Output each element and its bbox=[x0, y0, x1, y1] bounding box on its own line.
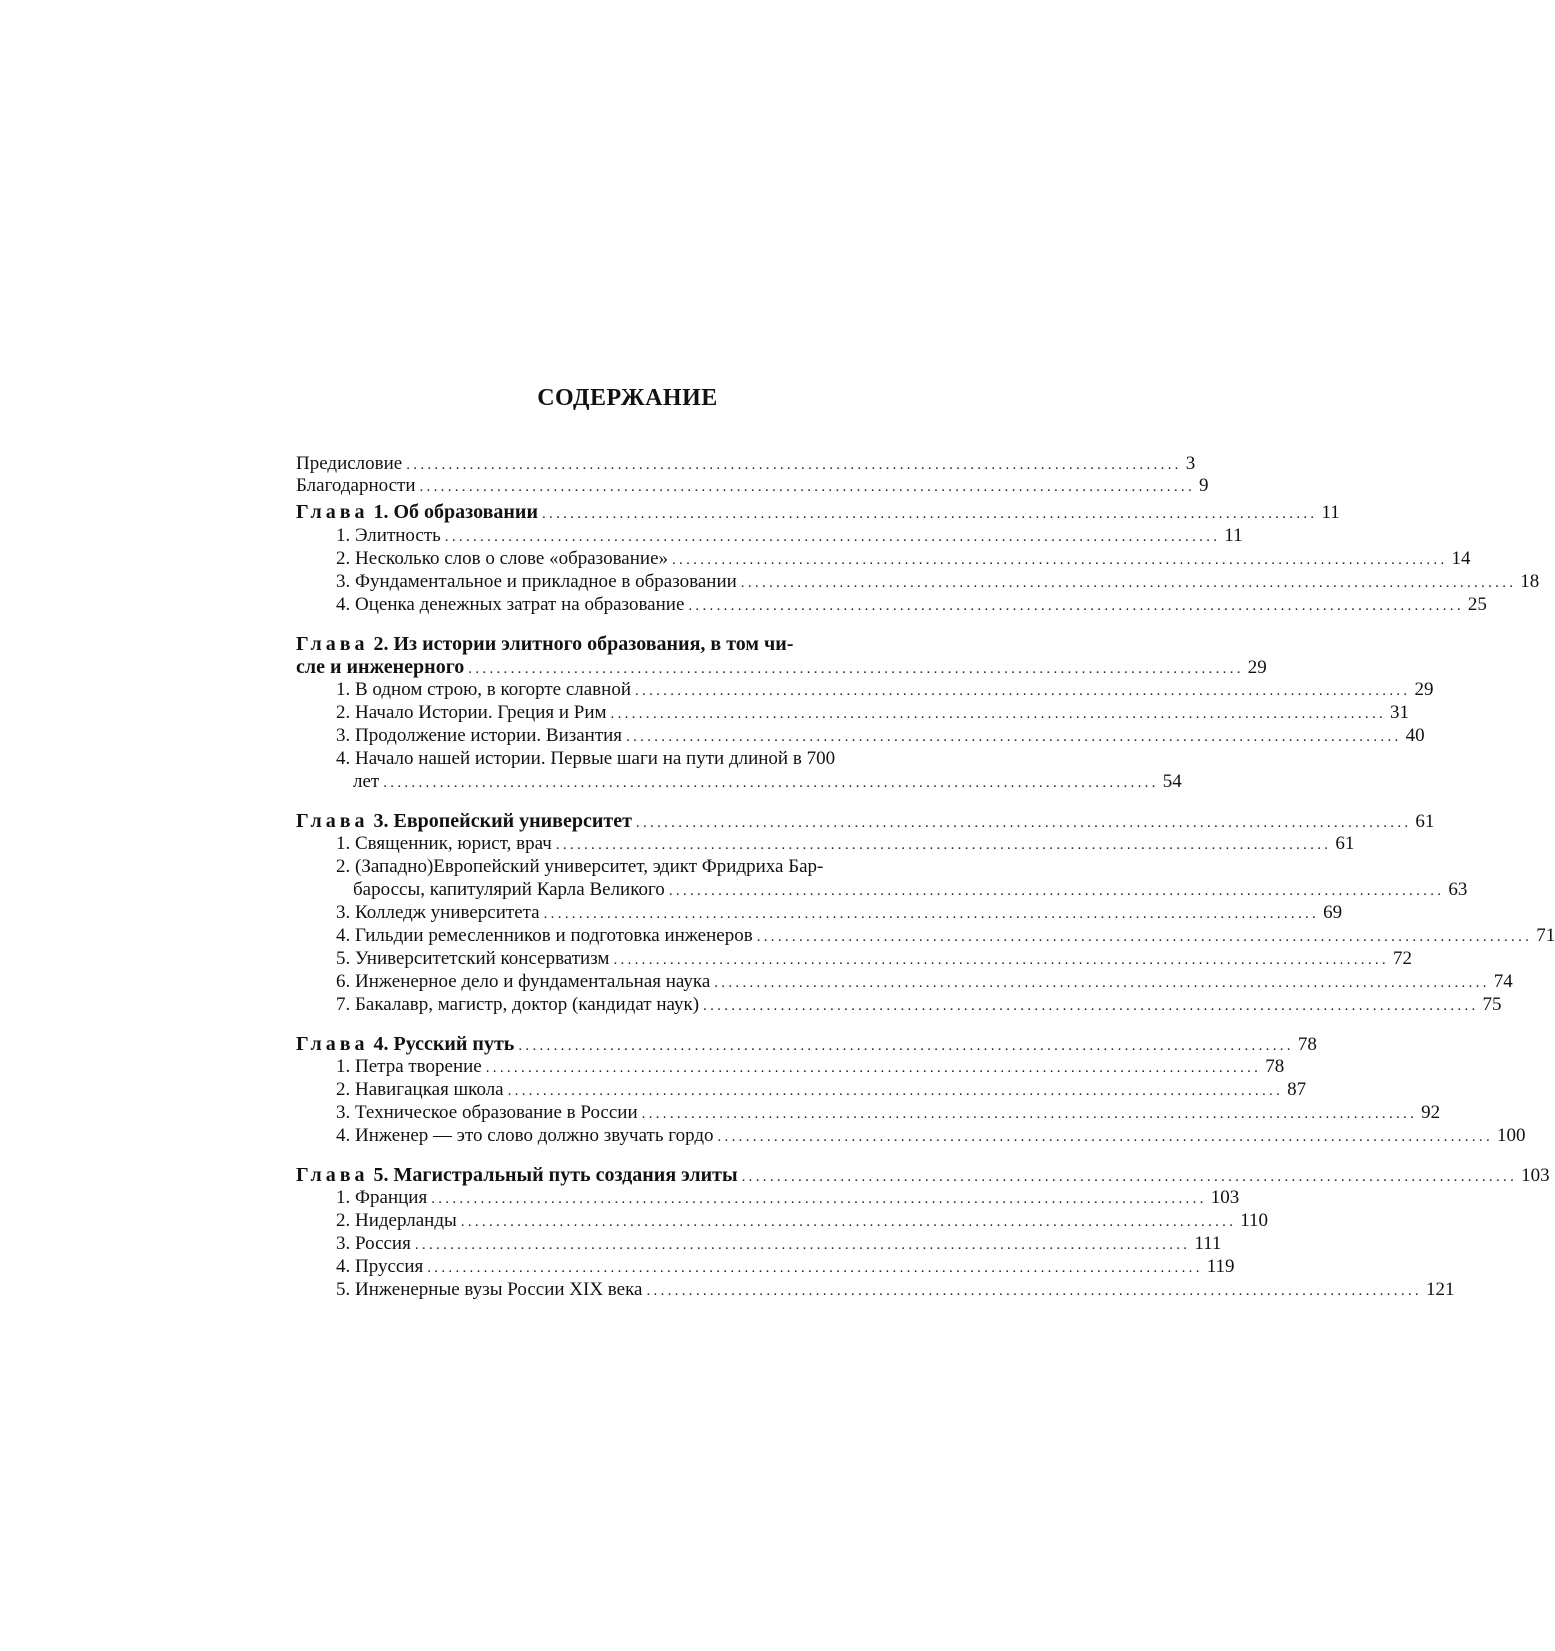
toc-chapter-title bbox=[296, 810, 632, 832]
dot-leader: .............................................................................................................. bbox=[741, 1169, 1518, 1185]
toc-page-number: 110 bbox=[1240, 1210, 1269, 1231]
toc-page-number: 78 bbox=[1265, 1056, 1285, 1077]
toc-chapter-2-line1 bbox=[296, 633, 793, 655]
toc-page-number: 11 bbox=[1224, 525, 1243, 546]
toc-section bbox=[336, 702, 1410, 725]
toc-page-number: 71 bbox=[1536, 925, 1555, 946]
toc-page-number: 3 bbox=[1185, 453, 1196, 474]
toc-entry-text: 4. Инженер — это слово должно звучать гордо bbox=[336, 1125, 714, 1146]
dot-leader: .............................................................................................................. bbox=[460, 1214, 1237, 1230]
toc-entry-text: 2. Начало Истории. Греция и Рим bbox=[336, 702, 607, 723]
dot-leader: .............................................................................................................. bbox=[541, 506, 1318, 522]
toc-section bbox=[336, 1056, 1285, 1079]
toc-section bbox=[336, 1210, 1269, 1233]
toc-entry-text: 6. Инженерное дело и фундаментальная наука bbox=[336, 971, 711, 992]
toc-page-number: 29 bbox=[1247, 657, 1267, 678]
dot-leader: .............................................................................................................. bbox=[383, 775, 1159, 791]
toc-entry-text: 5. Инженерные вузы России XIX века bbox=[336, 1279, 643, 1300]
toc-page-number: 72 bbox=[1392, 948, 1412, 969]
toc-entry-text: Предисловие bbox=[296, 453, 403, 474]
chapter-heading: 5. Магистральный путь создания элиты bbox=[373, 1164, 738, 1186]
dot-leader: .............................................................................................................. bbox=[740, 575, 1517, 591]
toc-section bbox=[336, 1279, 1455, 1302]
toc-entry-text: 1. В одном строю, в когорте славной bbox=[336, 679, 631, 700]
toc-page-number: 31 bbox=[1390, 702, 1410, 723]
toc-page-number: 121 bbox=[1425, 1279, 1455, 1300]
dot-leader: .............................................................................................................. bbox=[414, 1237, 1191, 1253]
chapter-heading: 3. Европейский университет bbox=[373, 810, 632, 832]
toc-section bbox=[336, 948, 1412, 971]
toc-page-number: 40 bbox=[1405, 725, 1425, 746]
dot-leader: .............................................................................................................. bbox=[427, 1260, 1203, 1276]
dot-leader: .............................................................................................................. bbox=[555, 837, 1332, 853]
toc-page-number: 78 bbox=[1297, 1034, 1317, 1055]
toc-chapter-2 bbox=[296, 656, 1267, 680]
dot-leader: .............................................................................................................. bbox=[610, 706, 1387, 722]
toc-page-number: 92 bbox=[1421, 1102, 1441, 1123]
chapter-heading: сле и инженерного bbox=[296, 656, 465, 678]
toc-entry-text: 5. Университетский консерватизм bbox=[336, 948, 610, 969]
dot-leader: .............................................................................................................. bbox=[668, 883, 1445, 899]
toc-chapter-3 bbox=[296, 810, 1435, 834]
dot-leader: .............................................................................................................. bbox=[646, 1283, 1422, 1299]
toc-section bbox=[336, 833, 1355, 856]
toc-page-number: 29 bbox=[1414, 679, 1434, 700]
toc-section bbox=[336, 1102, 1441, 1125]
toc-page-number: 69 bbox=[1323, 902, 1343, 923]
page-title: СОДЕРЖАНИЕ bbox=[537, 385, 718, 411]
dot-leader: .............................................................................................................. bbox=[634, 683, 1411, 699]
toc-chapter-5 bbox=[296, 1164, 1550, 1188]
toc-entry-text: 1. Священник, юрист, врач bbox=[336, 833, 552, 854]
toc-entry-text: 1. Франция bbox=[336, 1187, 428, 1208]
toc-page-number: 74 bbox=[1493, 971, 1513, 992]
toc-section bbox=[336, 994, 1502, 1017]
toc-entry-acknowledgements bbox=[296, 475, 1209, 498]
toc-section bbox=[353, 771, 1182, 794]
toc-section bbox=[353, 879, 1468, 902]
toc-section bbox=[336, 1079, 1307, 1102]
chapter-label: Глава bbox=[296, 810, 369, 832]
toc-page-number: 103 bbox=[1521, 1165, 1550, 1186]
dot-leader: .............................................................................................................. bbox=[518, 1038, 1294, 1054]
toc-page-number: 87 bbox=[1287, 1079, 1307, 1100]
toc-section bbox=[336, 1256, 1235, 1279]
toc-page-number: 103 bbox=[1210, 1187, 1240, 1208]
toc-entry-text: бароссы, капитулярий Карла Великого bbox=[353, 879, 665, 900]
dot-leader: .............................................................................................................. bbox=[756, 929, 1533, 945]
toc-chapter-title bbox=[296, 501, 538, 523]
toc-section-line1: 2. (Западно)Европейский университет, эдикт Фридриха Бар- bbox=[336, 856, 824, 877]
toc-page-number: 11 bbox=[1321, 502, 1340, 523]
dot-leader: .............................................................................................................. bbox=[641, 1106, 1418, 1122]
toc-entry-text: 4. Пруссия bbox=[336, 1256, 424, 1277]
toc-section bbox=[336, 1125, 1526, 1148]
toc-page-number: 54 bbox=[1162, 771, 1182, 792]
toc-chapter-title bbox=[296, 1033, 514, 1055]
toc-page-number: 63 bbox=[1448, 879, 1468, 900]
toc-entry-text: 1. Элитность bbox=[336, 525, 441, 546]
chapter-heading-line1: 2. Из истории элитного образования, в том чи- bbox=[373, 633, 794, 655]
toc-entry-text: 4. Гильдии ремесленников и подготовка инженеров bbox=[336, 925, 753, 946]
toc-page-number: 111 bbox=[1194, 1233, 1222, 1254]
toc-section bbox=[336, 679, 1434, 702]
toc-chapter-1 bbox=[296, 501, 1340, 525]
toc-page-number: 61 bbox=[1415, 811, 1435, 832]
toc-chapter-title bbox=[296, 1164, 738, 1186]
toc-section bbox=[336, 594, 1487, 617]
chapter-heading: 1. Об образовании bbox=[373, 501, 538, 523]
dot-leader: .............................................................................................................. bbox=[419, 479, 1195, 495]
toc-entry-text: 3. Россия bbox=[336, 1233, 411, 1254]
dot-leader: .............................................................................................................. bbox=[688, 598, 1464, 614]
toc-page-number: 14 bbox=[1451, 548, 1471, 569]
dot-leader: .............................................................................................................. bbox=[468, 661, 1244, 677]
dot-leader: .............................................................................................................. bbox=[485, 1060, 1262, 1076]
toc-page-number: 61 bbox=[1335, 833, 1355, 854]
dot-leader: .............................................................................................................. bbox=[613, 952, 1389, 968]
toc-entry-text: 3. Колледж университета bbox=[336, 902, 540, 923]
toc-section bbox=[336, 571, 1540, 594]
toc-entry-text: 2. Несколько слов о слове «образование» bbox=[336, 548, 668, 569]
chapter-label: Глава bbox=[296, 1164, 369, 1186]
dot-leader: .............................................................................................................. bbox=[543, 906, 1320, 922]
toc-entry-text: 1. Петра творение bbox=[336, 1056, 482, 1077]
toc-section bbox=[336, 725, 1425, 748]
toc-chapter-4 bbox=[296, 1033, 1317, 1057]
toc-entry-text: Благодарности bbox=[296, 475, 416, 496]
dot-leader: .............................................................................................................. bbox=[507, 1083, 1284, 1099]
toc-entry-text: 2. Нидерланды bbox=[336, 1210, 457, 1231]
toc-page-number: 75 bbox=[1482, 994, 1502, 1015]
toc-entry-text: 7. Бакалавр, магистр, доктор (кандидат наук) bbox=[336, 994, 700, 1015]
chapter-label: Глава bbox=[296, 501, 369, 523]
chapter-label: Глава bbox=[296, 1033, 369, 1055]
dot-leader: .............................................................................................................. bbox=[635, 815, 1412, 831]
chapter-label: Глава bbox=[296, 633, 369, 655]
toc-page-number: 100 bbox=[1497, 1125, 1526, 1146]
dot-leader: .............................................................................................................. bbox=[444, 529, 1221, 545]
toc-section bbox=[336, 925, 1555, 948]
dot-leader: .............................................................................................................. bbox=[717, 1129, 1493, 1145]
toc-section bbox=[336, 902, 1343, 925]
dot-leader: .............................................................................................................. bbox=[672, 552, 1448, 568]
toc-entry-text: 2. Навигацкая школа bbox=[336, 1079, 504, 1100]
dot-leader: .............................................................................................................. bbox=[714, 975, 1490, 991]
chapter-heading: 4. Русский путь bbox=[373, 1033, 515, 1055]
toc-entry-text: лет bbox=[353, 771, 380, 792]
toc-entry-text: 3. Фундаментальное и прикладное в образовании bbox=[336, 571, 737, 592]
toc-entry-text: 4. Оценка денежных затрат на образование bbox=[336, 594, 685, 615]
toc-page-number: 25 bbox=[1467, 594, 1487, 615]
toc-section bbox=[336, 525, 1243, 548]
toc-section bbox=[336, 971, 1513, 994]
dot-leader: .............................................................................................................. bbox=[406, 457, 1182, 473]
dot-leader: .............................................................................................................. bbox=[703, 998, 1479, 1014]
toc-section-line1: 4. Начало нашей истории. Первые шаги на пути длиной в 700 bbox=[336, 748, 836, 769]
toc-page-number: 18 bbox=[1520, 571, 1540, 592]
toc-entry-text: 3. Техническое образование в России bbox=[336, 1102, 638, 1123]
dot-leader: .............................................................................................................. bbox=[431, 1191, 1207, 1207]
toc-entry-preface bbox=[296, 453, 1196, 476]
toc-page-number: 119 bbox=[1206, 1256, 1235, 1277]
toc-section bbox=[336, 1187, 1240, 1210]
dot-leader: .............................................................................................................. bbox=[626, 729, 1402, 745]
toc-section bbox=[336, 548, 1471, 571]
toc-page-number: 9 bbox=[1199, 475, 1209, 496]
toc-section bbox=[336, 1233, 1222, 1256]
toc-entry-text: 3. Продолжение истории. Византия bbox=[336, 725, 623, 746]
